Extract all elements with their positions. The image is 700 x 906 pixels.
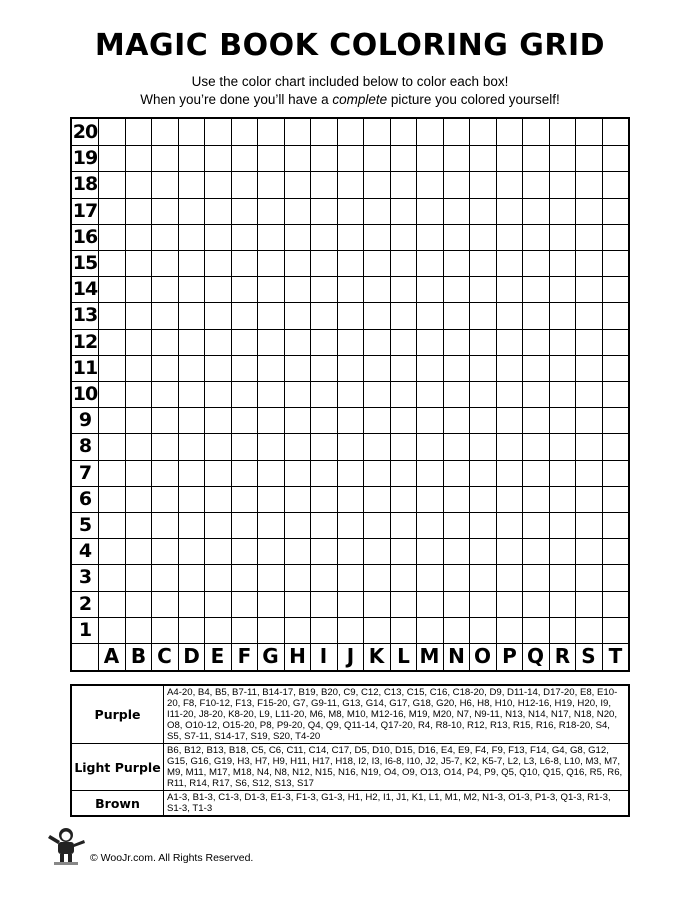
- grid-horizontal-line: [72, 512, 628, 513]
- grid-vertical-line: [310, 119, 311, 670]
- column-label: S: [581, 644, 596, 668]
- grid-horizontal-line: [72, 433, 628, 434]
- column-label: B: [130, 644, 147, 668]
- instructions-line-2: [0, 92, 700, 107]
- row-label: 6: [78, 488, 92, 510]
- grid-vertical-line: [575, 119, 576, 670]
- grid-vertical-line: [469, 119, 470, 670]
- column-label: L: [397, 644, 410, 668]
- copyright-text: © WooJr.com. All Rights Reserved.: [90, 852, 254, 864]
- column-label: J: [346, 644, 355, 668]
- row-label: 18: [72, 173, 98, 195]
- grid-vertical-line: [363, 119, 364, 670]
- grid-horizontal-line: [72, 145, 628, 146]
- grid-vertical-line: [496, 119, 497, 670]
- instructions-text-before: When you’re done you’ll have a: [140, 92, 333, 107]
- column-label: P: [502, 644, 517, 668]
- grid-vertical-line: [337, 119, 338, 670]
- grid-horizontal-line: [72, 460, 628, 461]
- column-label: F: [237, 644, 252, 668]
- grid-vertical-line: [284, 119, 285, 670]
- column-label: D: [183, 644, 200, 668]
- instructions-text-after: picture you colored yourself!: [387, 92, 560, 107]
- grid-vertical-line: [204, 119, 205, 670]
- color-cells-purple: A4-20, B4, B5, B7-11, B14-17, B19, B20, C9, C12, C13, C15, C16, C18-20, D9, D11-14, D17-20, E8, E10-20, F8, F10-12, F13, F15-20, G7, G9-11, G13, G14, G17, G18, G20, H6, H8, H10, H12-16, H19, H20, I9, I11-20, J8-20, K8-20, L9, L11-20, M6, M8, M10, M12-16, M19, M20, N7, N9-11, N13, N14, N17, N18, N20, O8, O10-12, O15-20, P8, P9-20, Q4, Q9, Q11-14, Q17-20, R4, R8-10, R12, R13, R15, R16, R18-20, S4, S5, S7-11, S14-17, S19, S20, T4-20: [164, 685, 630, 744]
- column-label: N: [448, 644, 465, 668]
- row-label: 20: [72, 121, 98, 143]
- column-label: O: [473, 644, 491, 668]
- color-name-brown: Brown: [71, 791, 164, 817]
- woojr-mascot-icon: [44, 826, 88, 866]
- grid-horizontal-line: [72, 564, 628, 565]
- row-label: 15: [72, 252, 98, 274]
- column-label: M: [419, 644, 440, 668]
- grid-horizontal-line: [72, 329, 628, 330]
- row-label: 8: [78, 435, 92, 457]
- grid-vertical-line: [98, 119, 99, 670]
- row-label: 19: [72, 147, 98, 169]
- column-label: K: [368, 644, 385, 668]
- grid-horizontal-line: [72, 407, 628, 408]
- color-key-row-purple: [71, 685, 629, 744]
- row-label: 5: [78, 514, 92, 536]
- row-label: 13: [72, 304, 98, 326]
- row-label: 7: [78, 462, 92, 484]
- grid-horizontal-line: [72, 276, 628, 277]
- color-key-row-light-purple: [71, 744, 629, 791]
- grid-horizontal-line: [72, 486, 628, 487]
- grid-vertical-line: [257, 119, 258, 670]
- color-key-table: [70, 684, 630, 817]
- row-label: 16: [72, 226, 98, 248]
- grid-vertical-line: [390, 119, 391, 670]
- row-label: 1: [78, 619, 92, 641]
- grid-vertical-line: [549, 119, 550, 670]
- column-label: A: [103, 644, 120, 668]
- row-label: 4: [78, 540, 92, 562]
- grid-vertical-line: [443, 119, 444, 670]
- row-label: 2: [78, 593, 92, 615]
- grid-horizontal-line: [72, 538, 628, 539]
- row-label: 11: [72, 357, 98, 379]
- grid-horizontal-line: [72, 355, 628, 356]
- column-label: E: [210, 644, 225, 668]
- grid-horizontal-line: [72, 302, 628, 303]
- grid-vertical-line: [602, 119, 603, 670]
- color-name-light-purple: Light Purple: [71, 744, 164, 791]
- grid-vertical-line: [416, 119, 417, 670]
- grid-vertical-line: [178, 119, 179, 670]
- row-label: 17: [72, 200, 98, 222]
- column-label: R: [554, 644, 571, 668]
- grid-vertical-line: [151, 119, 152, 670]
- color-cells-brown: A1-3, B1-3, C1-3, D1-3, E1-3, F1-3, G1-3, H1, H2, I1, J1, K1, L1, M1, M2, N1-3, O1-3, P1-3, Q1-3, R1-3, S1-3, T1-3: [164, 791, 630, 817]
- grid-horizontal-line: [72, 198, 628, 199]
- row-label: 12: [72, 331, 98, 353]
- row-label: 9: [78, 409, 92, 431]
- row-label: 10: [72, 383, 98, 405]
- column-label: Q: [526, 644, 544, 668]
- grid-vertical-line: [522, 119, 523, 670]
- grid-horizontal-line: [72, 250, 628, 251]
- grid-horizontal-line: [72, 171, 628, 172]
- color-name-purple: Purple: [71, 685, 164, 744]
- column-label: I: [319, 644, 328, 668]
- column-label: T: [608, 644, 623, 668]
- instructions-line-1: Use the color chart included below to color each box!: [191, 74, 509, 89]
- column-label: C: [157, 644, 172, 668]
- grid-horizontal-line: [72, 224, 628, 225]
- grid-vertical-line: [231, 119, 232, 670]
- coloring-grid: [70, 117, 630, 672]
- page-title: MAGIC BOOK COLORING GRID: [94, 28, 606, 63]
- column-label: H: [289, 644, 306, 668]
- row-label: 3: [78, 566, 92, 588]
- column-label: G: [262, 644, 279, 668]
- grid-horizontal-line: [72, 381, 628, 382]
- grid-vertical-line: [125, 119, 126, 670]
- color-key-row-brown: [71, 791, 629, 817]
- color-cells-light-purple: B6, B12, B13, B18, C5, C6, C11, C14, C17, D5, D10, D15, D16, E4, E9, F4, F9, F13, F14, G4, G8, G12, G15, G16, G19, H3, H7, H9, H11, H17, H18, I2, I3, I6-8, I10, J2, J5-7, K2, K5-7, L2, L3, L6-8, L10, M3, M7, M9, M11, M17, M18, N4, N8, N12, N15, N16, N19, O4, O9, O13, O14, P4, P9, Q5, Q10, Q15, Q16, R5, R6, R11, R14, R17, S6, S12, S13, S17: [164, 744, 630, 791]
- grid-horizontal-line: [72, 591, 628, 592]
- instructions-emphasis: complete: [332, 92, 388, 107]
- row-label: 14: [72, 278, 98, 300]
- grid-horizontal-line: [72, 617, 628, 618]
